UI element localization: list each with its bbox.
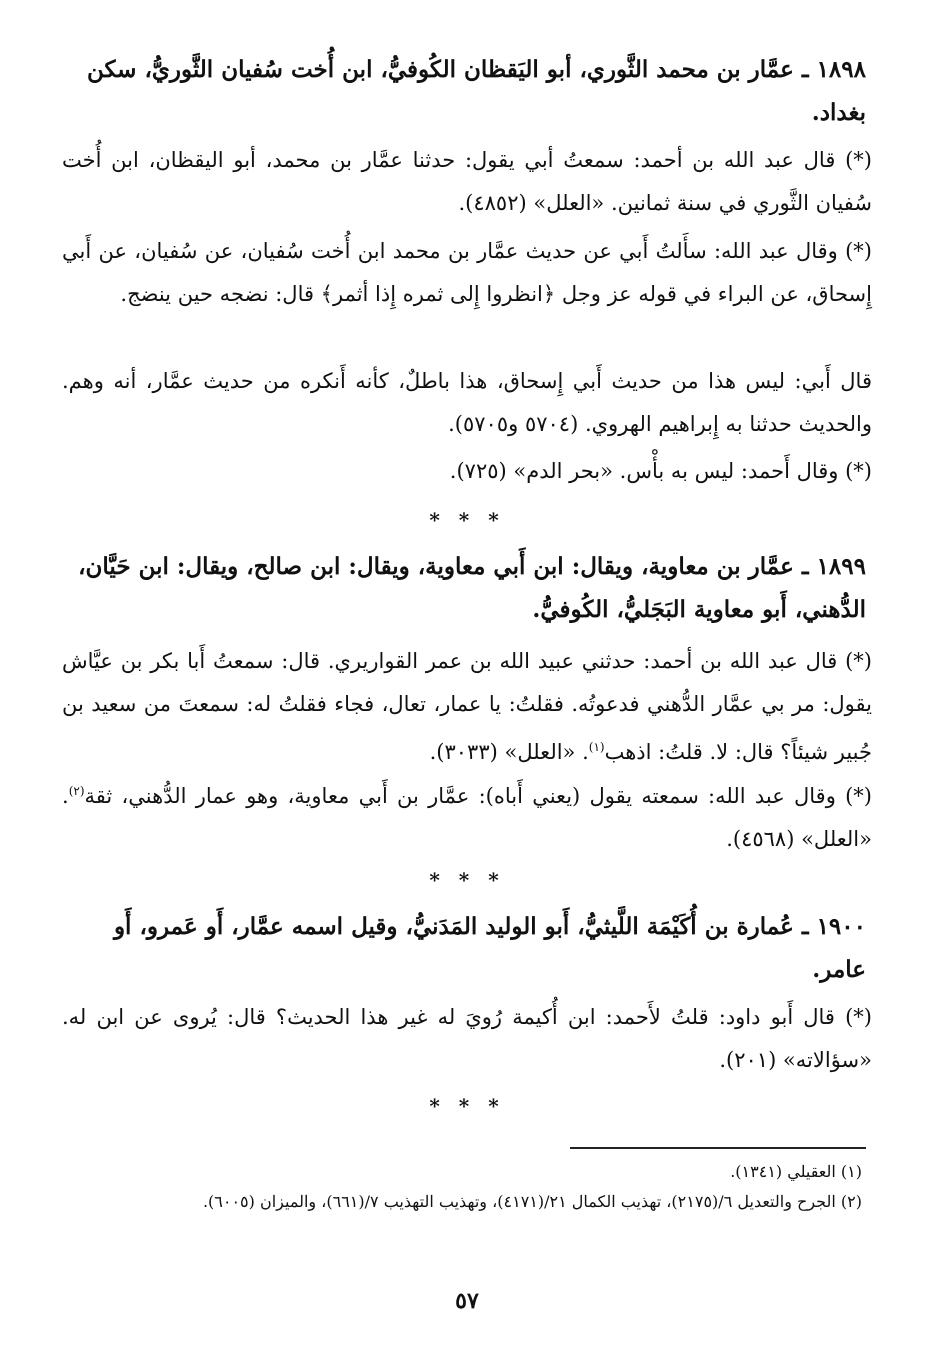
footnote-mark-1: (١) bbox=[588, 740, 605, 754]
paragraph-text: (*) وقال عبد الله: سمعته يقول (يعني أَباه): عمَّار بن أَبي معاوية، وهو عمار الدُّهني، ثقة bbox=[84, 784, 872, 808]
section-separator: * * * bbox=[429, 868, 505, 892]
entry-1900-paragraph-1: (*) قال أَبو داود: قلتُ لأَحمد: ابن أُكيمة رُويَ له غير هذا الحديث؟ قال: يُروى عن ابن له. «سؤالاته» (٢٠١). bbox=[62, 1005, 872, 1072]
footnote-2: (٢) الجرح والتعديل ٦/(٢١٧٥)، تهذيب الكمال ٢١/(٤١٧١)، وتهذيب التهذيب ٧/(٦٦١)، والميزان (٦٠٠٥). bbox=[202, 1192, 862, 1211]
entry-1898-paragraph-3: قال أَبي: ليس هذا من حديث أَبي إِسحاق، هذا باطلٌ، كأنه أَنكره من حديث عمَّار، أنه وهم. والحديث حدثنا به إِبراهيم الهروي. (٥٧٠٤ و٥٧٠٥). bbox=[62, 369, 872, 436]
section-separator: * * * bbox=[429, 1094, 505, 1118]
paragraph-tail: . «العلل» (٤٥٦٨). bbox=[62, 784, 872, 851]
entry-heading-1900: ١٩٠٠ ـ عُمارة بن أُكَيْمَة اللَّيثيُّ، أَبو الوليد المَدَنيُّ، وقيل اسمه عمَّار، أَو عَمرو، أَو عامر. bbox=[113, 913, 866, 983]
entry-1898-paragraph-1: (*) قال عبد الله بن أحمد: سمعتُ أبي يقول: حدثنا عمَّار بن محمد، أبو اليقظان، ابن أُخت سُفيان الثَّوري في سنة ثمانين. «العلل» (٤٨٥٢). bbox=[62, 148, 872, 215]
entry-1898-paragraph-4: (*) وقال أَحمد: ليس به بأْس. «بحر الدم» (٧٢٥). bbox=[449, 459, 872, 483]
paragraph-text: (*) قال عبد الله بن أحمد: حدثني عبيد الله بن عمر القواريري. قال: سمعتُ أَبا بكر بن عيَّاش يقول: مر بي عمَّار الدُّهني فدعوتُه. فقلتُ: يا عمار، تعال، فجاء فقلتُ له: سمعتَ من سعيد بن جُبير شيئاً؟ قال: لا. قلتُ: اذهب bbox=[62, 649, 872, 764]
entry-1898-paragraph-2: (*) وقال عبد الله: سأَلتُ أَبي عن حديث عمَّار بن محمد ابن أُخت سُفيان، عن سُفيان، عن أَبي إِسحاق، عن البراء في قوله عز وجل ﴿انظروا إِلى ثمره إِذا أثمر﴾ قال: نضجه حين ينضج. bbox=[62, 239, 872, 306]
footnote-rule bbox=[570, 1147, 866, 1149]
entry-heading-1898: ١٨٩٨ ـ عمَّار بن محمد الثَّوري، أبو اليَقظان الكُوفيُّ، ابن أُخت سُفيان الثَّوريُّ، سكن بغداد. bbox=[86, 56, 866, 126]
page-number: ٥٧ bbox=[455, 1288, 479, 1314]
entry-1899-paragraph-2 bbox=[62, 770, 872, 861]
entry-heading-1899: ١٨٩٩ ـ عمَّار بن معاوية، ويقال: ابن أَبي معاوية، ويقال: ابن صالح، ويقال: ابن حَيَّان، الدُّهني، أَبو معاوية البَجَليُّ، الكُوفيُّ. bbox=[78, 553, 866, 623]
section-separator: * * * bbox=[429, 508, 505, 532]
paragraph-tail: . «العلل» (٣٠٣٣). bbox=[429, 740, 589, 764]
footnote-1: (١) العقيلي (١٣٤١). bbox=[730, 1162, 862, 1181]
entry-1899-paragraph-1 bbox=[62, 640, 872, 774]
footnote-mark-2: (٢) bbox=[68, 784, 85, 798]
